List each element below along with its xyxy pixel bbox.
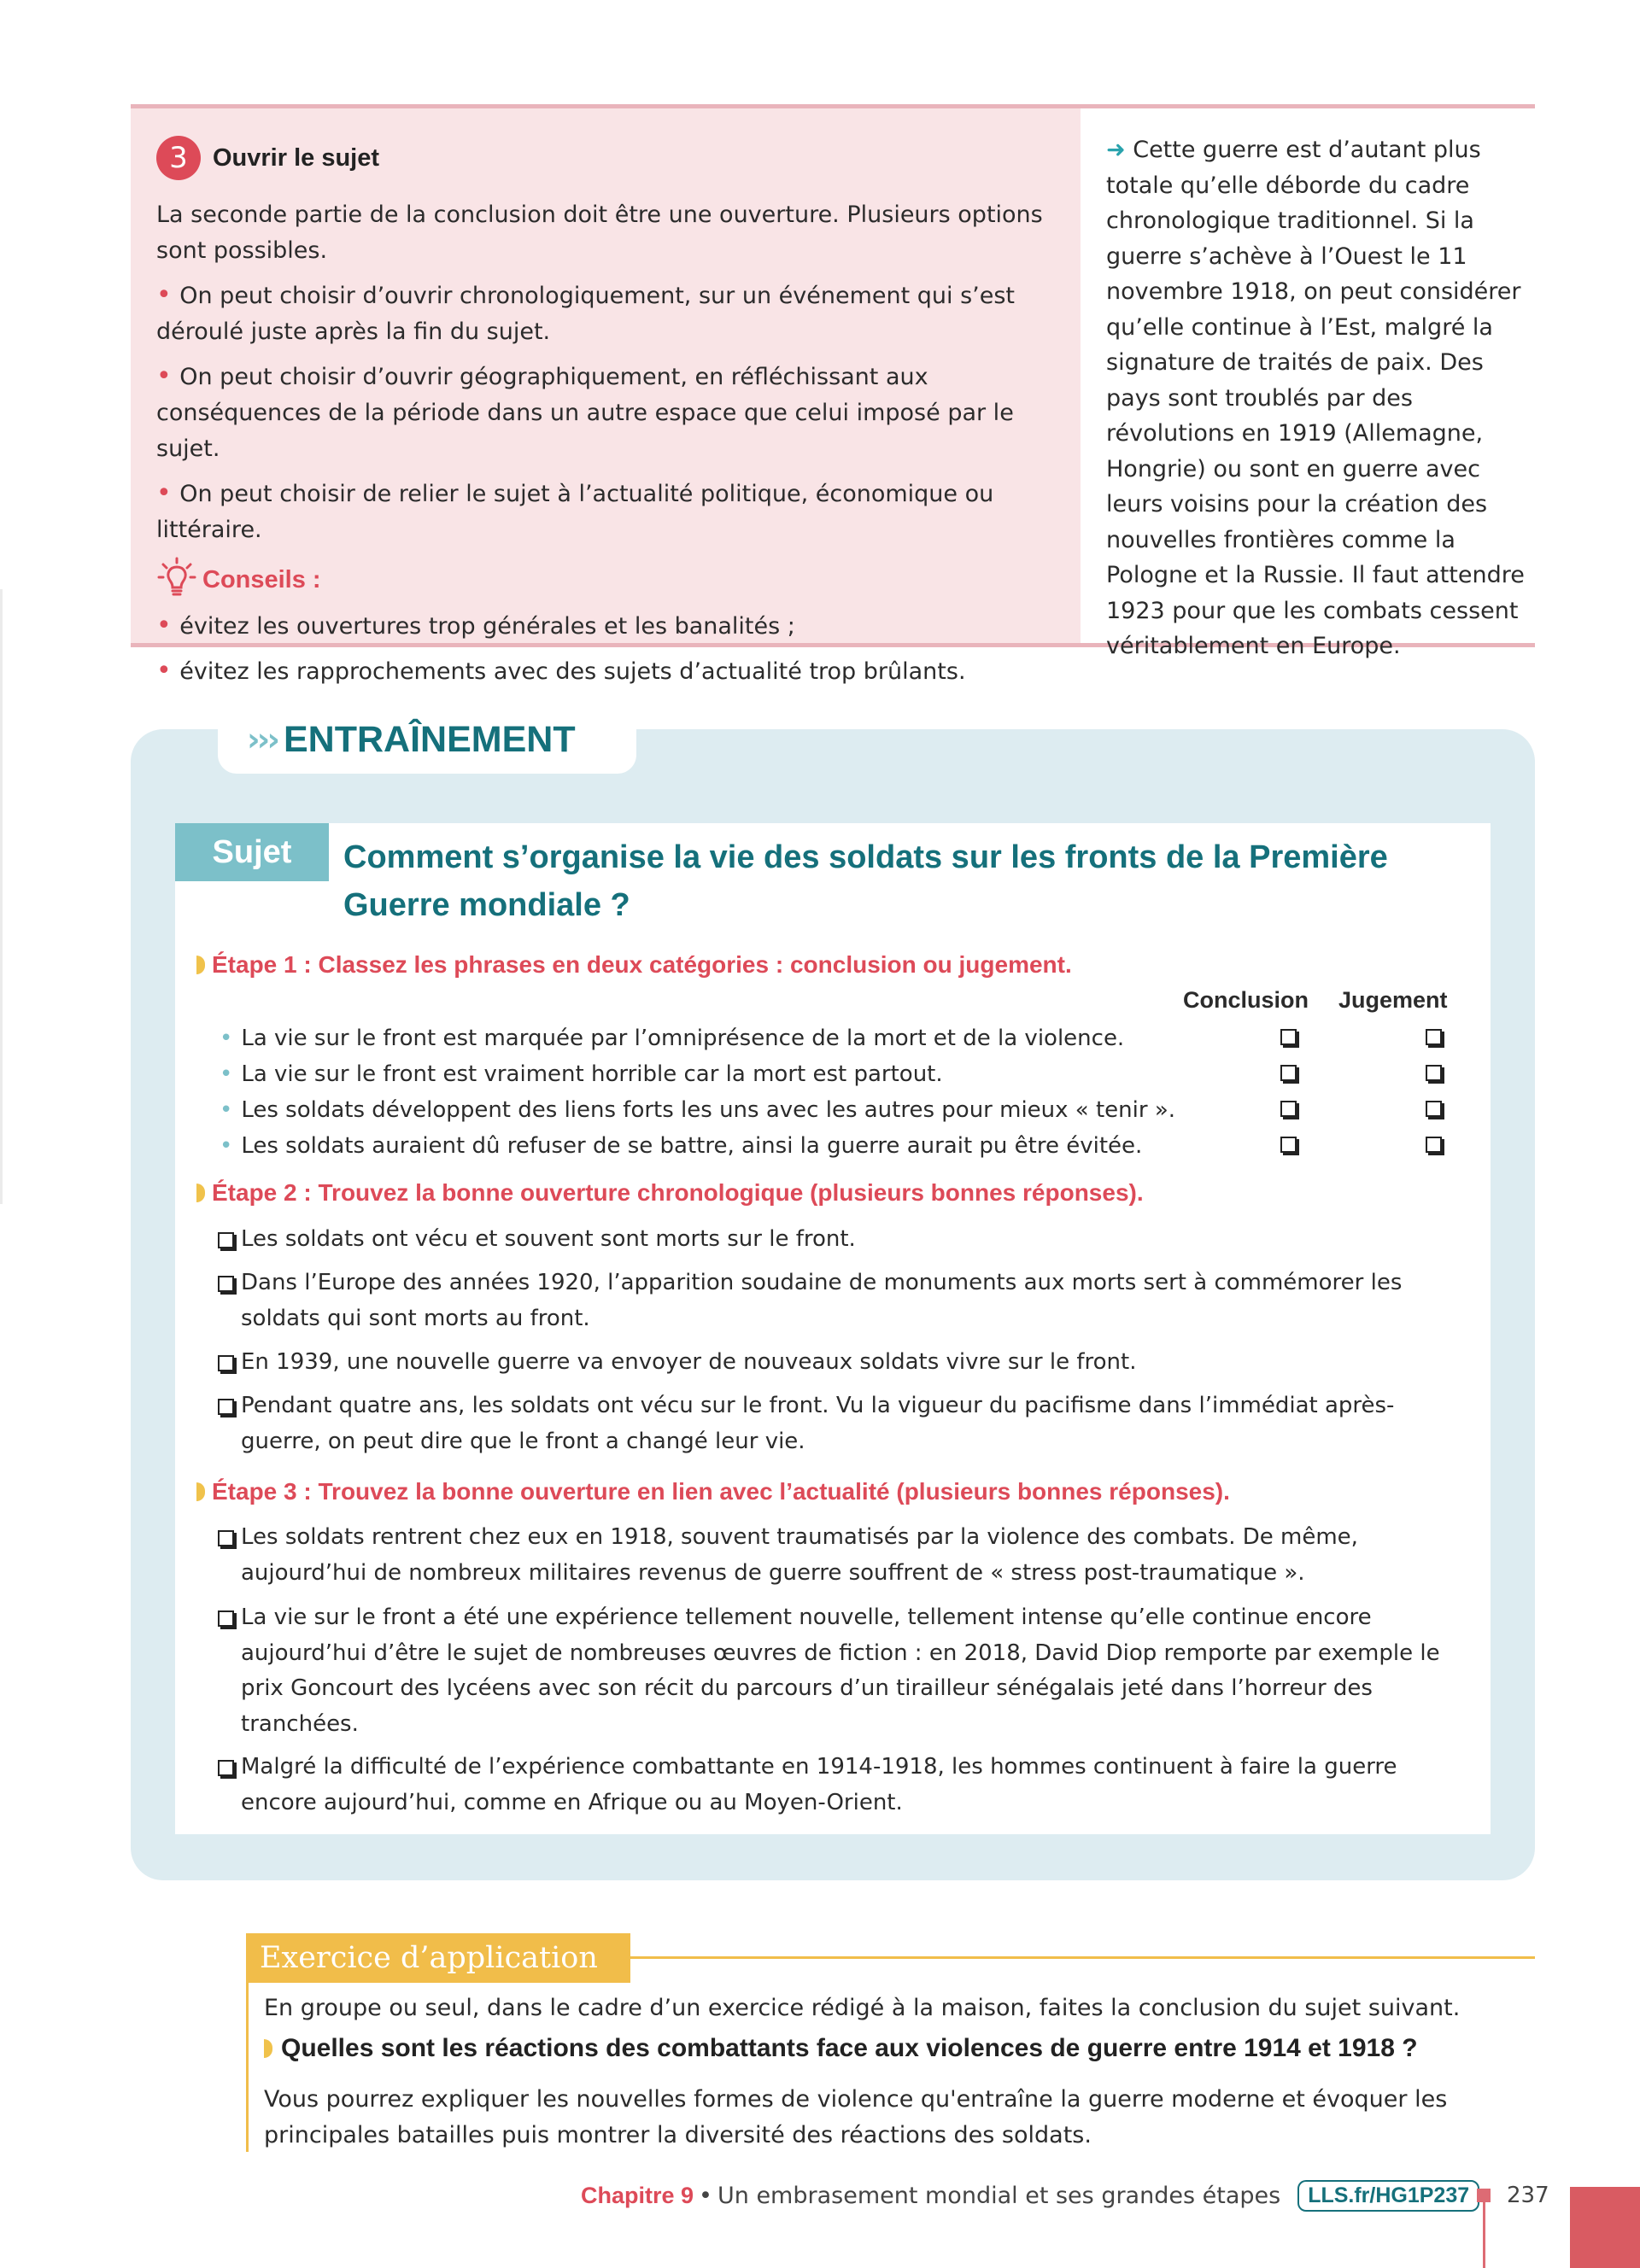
checkbox[interactable]	[218, 1276, 234, 1292]
footer-square	[1477, 2189, 1491, 2202]
footer-separator: •	[699, 2183, 712, 2209]
checkbox-conclusion[interactable]	[1280, 1101, 1297, 1117]
step-number-badge: 3	[156, 136, 201, 180]
classification-row: • La vie sur le front est marquée par l’omniprésence de la mort et de la violence.	[220, 1020, 1475, 1056]
training-header	[218, 705, 636, 774]
footer-chapter: Chapitre 9	[581, 2183, 694, 2208]
option-item: Les soldats ont vécu et souvent sont morts sur le front.	[215, 1222, 1471, 1258]
checkbox-jugement[interactable]	[1426, 1137, 1442, 1153]
etape-3-title: Étape 3 : Trouvez la bonne ouverture en lien avec l’actualité (plusieurs bonnes réponses).	[196, 1478, 1230, 1505]
bullet-icon: •	[156, 478, 180, 508]
option-item: Les soldats rentrent chez eux en 1918, souvent traumatisés par la violence des combats. De même, aujourd’hui de nombreux militaires revenus de guerre souffrent de « stress post-traumatique ».	[215, 1520, 1471, 1591]
option-item: Dans l’Europe des années 1920, l’apparition soudaine de monuments aux morts sert à commémorer les soldats qui sont morts au front.	[215, 1266, 1471, 1336]
bullet-icon: •	[220, 1026, 233, 1051]
checkbox-conclusion[interactable]	[1280, 1065, 1297, 1081]
lightbulb-icon	[156, 557, 197, 603]
method-intro: La seconde partie de la conclusion doit être une ouverture. Plusieurs options sont possibles.	[156, 202, 1043, 264]
exercise-side-rule	[246, 1983, 249, 2152]
conseil-item: • évitez les rapprochements avec des sujets d’actualité trop brûlants.	[156, 656, 966, 686]
column-jugement: Jugement	[1338, 987, 1448, 1013]
sidebar-note	[1081, 108, 1535, 659]
bullet-icon: •	[156, 611, 180, 640]
classification-row: • Les soldats auraient dû refuser de se battre, ainsi la guerre aurait pu être évitée.	[220, 1128, 1475, 1164]
exercise-panel	[175, 823, 1491, 1834]
method-option: • On peut choisir d’ouvrir géographiquement, en réfléchissant aux conséquences de la période dans un autre espace que celui imposé par le sujet.	[156, 361, 1014, 462]
classification-row: • Les soldats développent des liens forts les uns avec les autres pour mieux « tenir ».	[220, 1092, 1475, 1128]
method-box	[131, 104, 1535, 686]
footer-link[interactable]: LLS.fr/HG1P237	[1297, 2180, 1479, 2212]
arrow-right-icon: ➜	[1106, 137, 1126, 163]
chevrons-icon: ›››	[247, 721, 277, 758]
bullet-icon: •	[156, 280, 180, 310]
sujet-tag: Sujet	[175, 823, 329, 881]
checkbox-jugement[interactable]	[1426, 1101, 1442, 1117]
classification-row: • La vie sur le front est vraiment horrible car la mort est partout.	[220, 1056, 1475, 1092]
bullet-icon: •	[220, 1097, 233, 1123]
checkbox-conclusion[interactable]	[1280, 1137, 1297, 1153]
exercise-rule	[630, 1956, 1535, 1959]
footer-rule	[1483, 2201, 1485, 2268]
training-title: ENTRAÎNEMENT	[283, 718, 576, 760]
checkbox-jugement[interactable]	[1426, 1029, 1442, 1045]
sujet-question: Comment s’organise la vie des soldats sur les fronts de la Première Guerre mondiale ?	[343, 839, 1388, 923]
bullet-icon: •	[220, 1061, 233, 1087]
marker-icon	[264, 2039, 272, 2058]
checkbox[interactable]	[218, 1399, 234, 1415]
option-item: Malgré la difficulté de l’expérience combattante en 1914-1918, les hommes continuent à faire la guerre encore aujourd’hui, comme en Afrique ou au Moyen-Orient.	[215, 1750, 1471, 1821]
bullet-icon: •	[156, 361, 180, 391]
bullet-icon: •	[156, 656, 180, 686]
conseil-item: • évitez les ouvertures trop générales et les banalités ;	[156, 611, 795, 640]
checkbox-conclusion[interactable]	[1280, 1029, 1297, 1045]
checkbox[interactable]	[218, 1232, 234, 1248]
exercise-question: Quelles sont les réactions des combattants face aux violences de guerre entre 1914 et 1918 ?	[264, 2034, 1418, 2063]
page-edge-mark	[0, 589, 3, 1204]
sidebar-text: ➜ Cette guerre est d’autant plus totale qu’elle déborde du cadre chronologique traditionnel. Si la guerre s’achève à l’Ouest le 11 novembre 1918, on peut considérer qu’elle continue à l’Est, malgré la signature de traités de paix. Des pays sont troublés par des révolutions en 1919 (Allemagne, Hongrie) ou sont en guerre avec leurs voisins pour la création des nouvelles frontières comme la Pologne et la Russie. Il faut attendre 1923 pour que les combats cessent véritablement en Europe.	[1106, 137, 1525, 659]
exercise-hint: Vous pourrez expliquer les nouvelles formes de violence qu'entraîne la guerre moderne et évoquer les principales batailles puis montrer la diversité des réactions des soldats.	[264, 2086, 1448, 2148]
page-corner-tab	[1570, 2187, 1640, 2268]
etape-2-title: Étape 2 : Trouvez la bonne ouverture chronologique (plusieurs bonnes réponses).	[196, 1179, 1144, 1207]
checkbox[interactable]	[218, 1760, 234, 1776]
conseils-label: Conseils :	[202, 565, 321, 593]
exercise-tab: Exercice d’application	[246, 1933, 630, 1983]
method-option: • On peut choisir de relier le sujet à l’actualité politique, économique ou littéraire.	[156, 478, 994, 543]
checkbox[interactable]	[218, 1355, 234, 1371]
page-footer	[581, 2180, 1479, 2212]
column-conclusion: Conclusion	[1183, 987, 1309, 1013]
marker-icon	[196, 1184, 205, 1202]
exercise-intro: En groupe ou seul, dans le cadre d’un exercice rédigé à la maison, faites la conclusion du sujet suivant.	[264, 1995, 1461, 2021]
checkbox[interactable]	[218, 1530, 234, 1546]
option-item: La vie sur le front a été une expérience tellement nouvelle, tellement intense qu’elle continue encore aujourd’hui d’être le sujet de nombreuses œuvres de fiction : en 2018, David Diop remporte par exemple le prix Goncourt des lycéens avec son récit du parcours d’un tirailleur sénégalais jeté dans l’horreur des tranchées.	[215, 1600, 1471, 1742]
etape-1-title: Étape 1 : Classez les phrases en deux catégories : conclusion ou jugement.	[196, 951, 1072, 979]
checkbox-jugement[interactable]	[1426, 1065, 1442, 1081]
marker-icon	[196, 956, 205, 974]
checkbox[interactable]	[218, 1610, 234, 1627]
method-panel	[131, 108, 1081, 686]
method-option: • On peut choisir d’ouvrir chronologiquement, sur un événement qui s’est déroulé juste après la fin du sujet.	[156, 280, 1016, 345]
step-title: Ouvrir le sujet	[213, 143, 380, 172]
page-number: 237	[1507, 2183, 1549, 2208]
marker-icon	[196, 1482, 205, 1501]
option-item: Pendant quatre ans, les soldats ont vécu sur le front. Vu la vigueur du pacifisme dans l’immédiat après-guerre, on peut dire que le front a changé leur vie.	[215, 1388, 1471, 1459]
footer-title: Un embrasement mondial et ses grandes étapes	[717, 2183, 1281, 2209]
option-item: En 1939, une nouvelle guerre va envoyer de nouveaux soldats vivre sur le front.	[215, 1345, 1471, 1381]
bullet-icon: •	[220, 1133, 233, 1159]
